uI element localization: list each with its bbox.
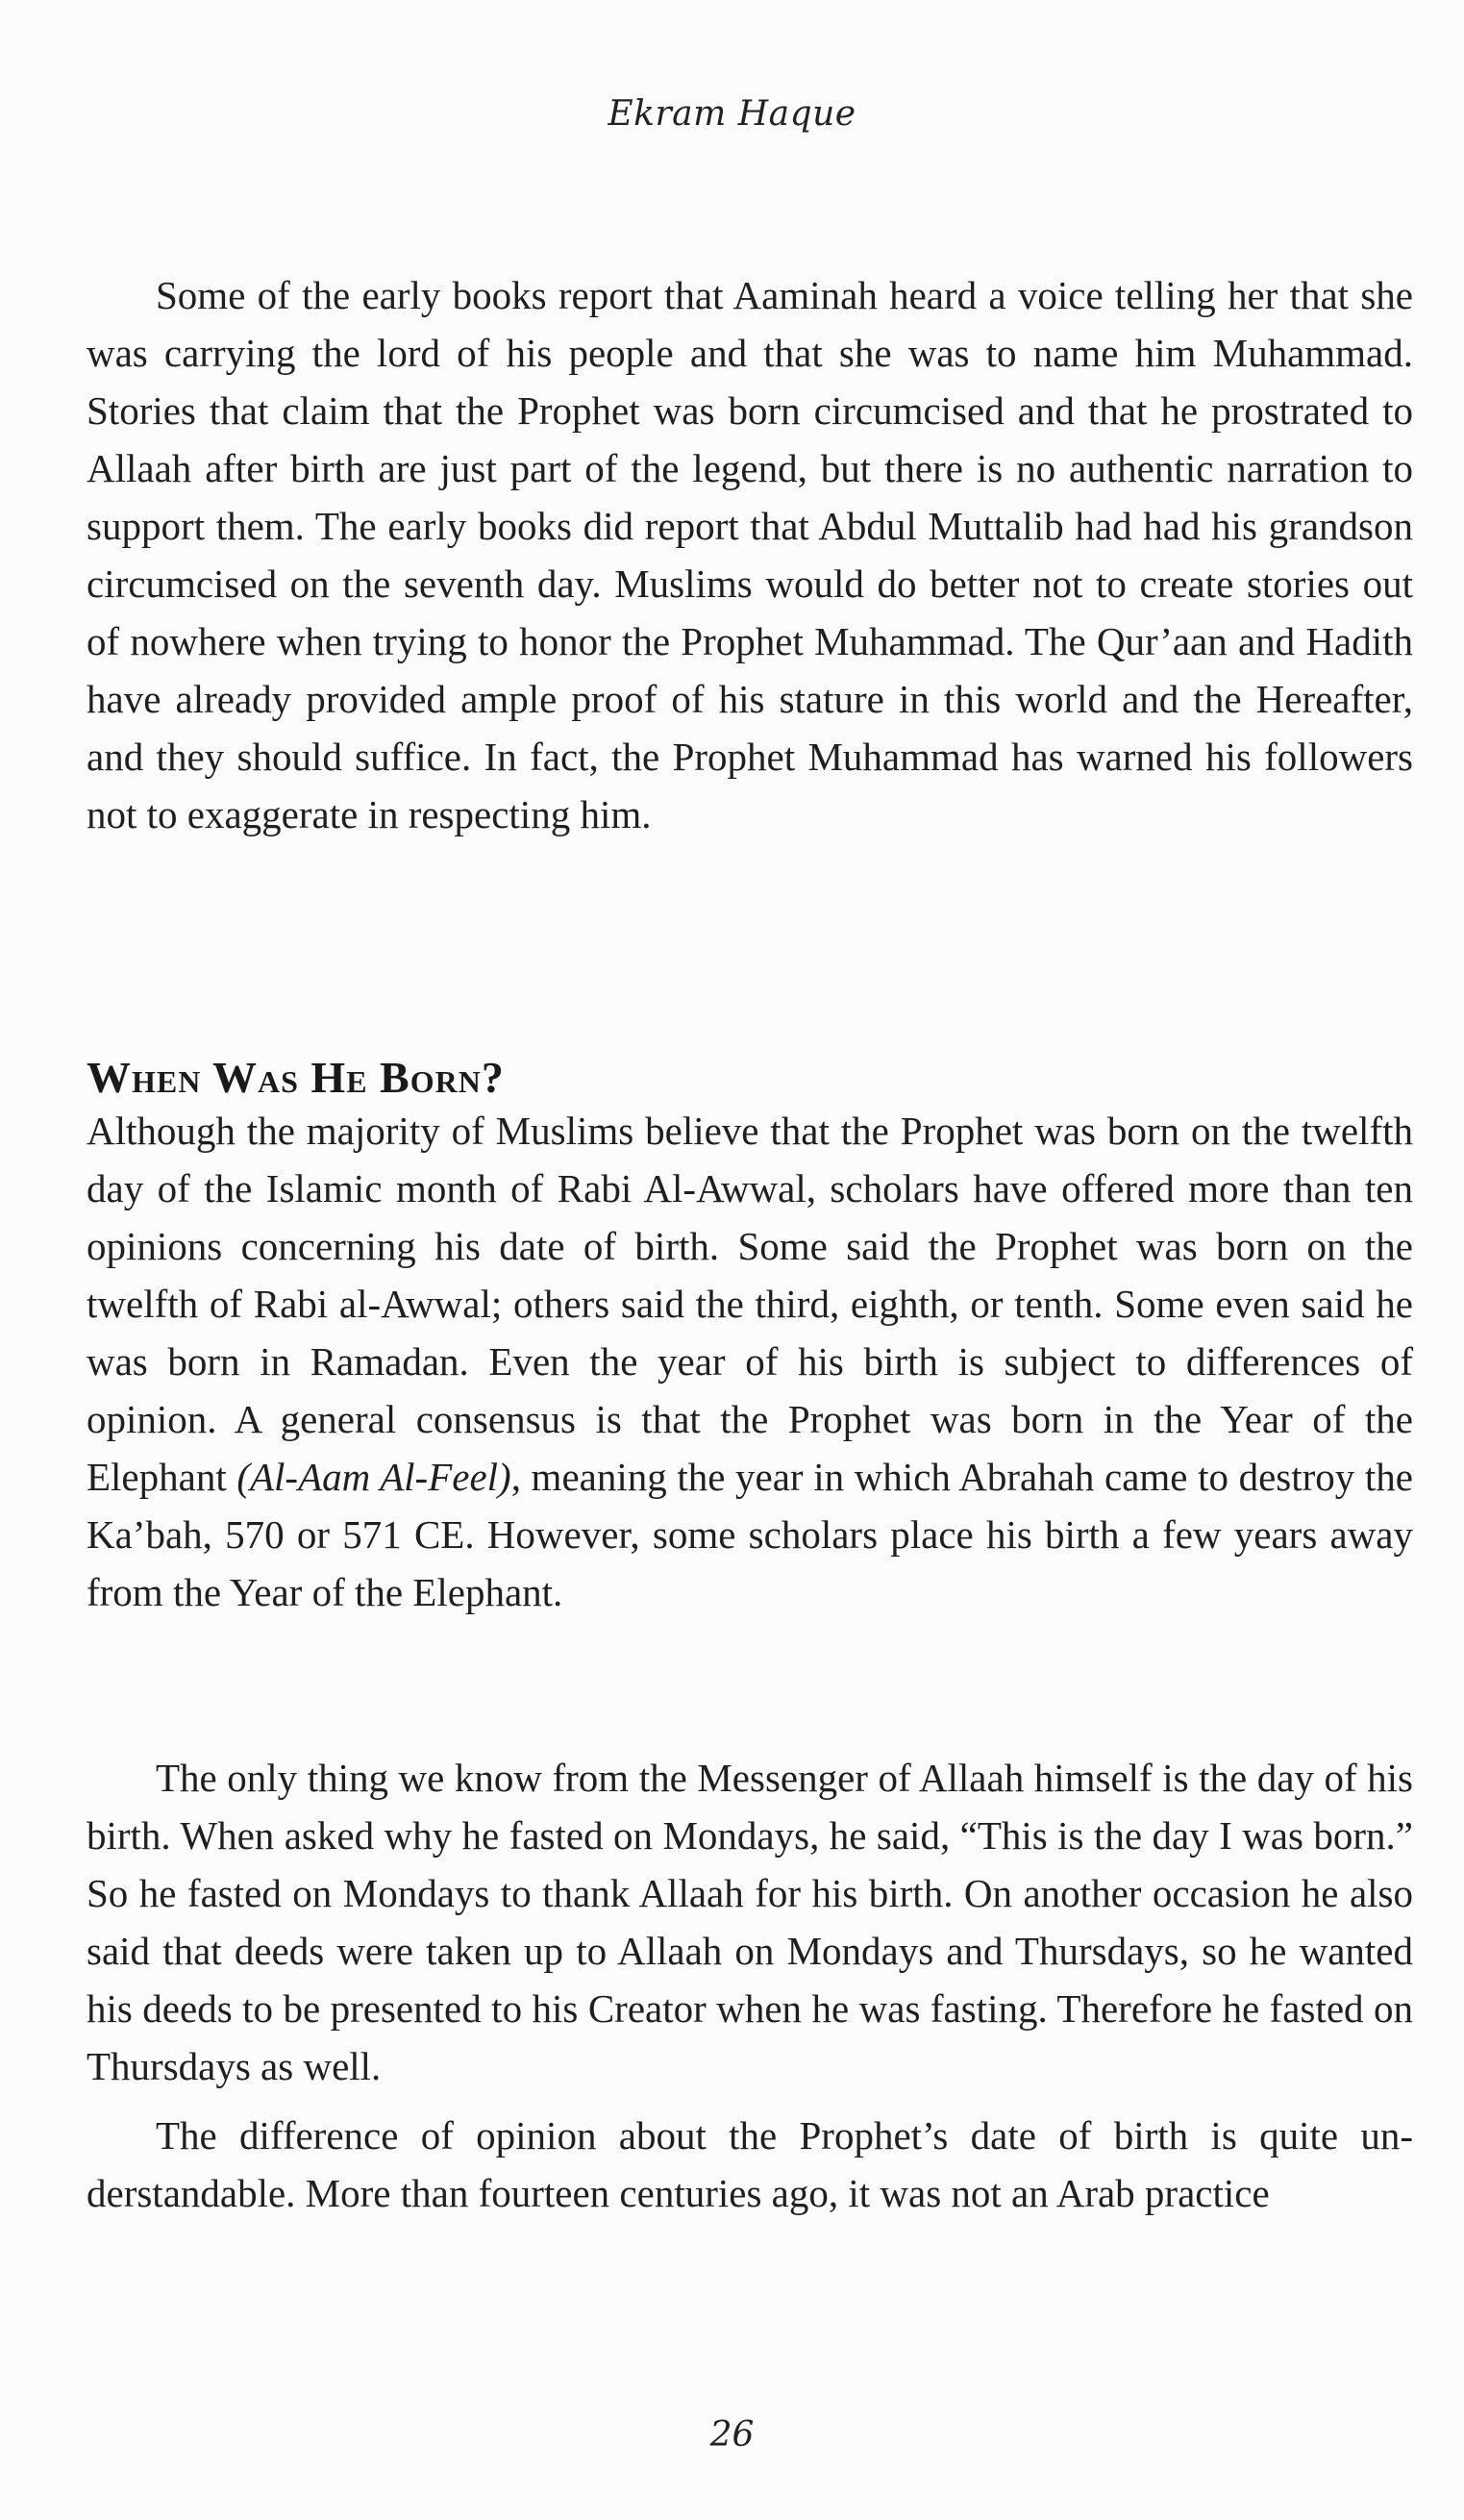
section-heading: When Was He Born? bbox=[87, 1053, 505, 1102]
page-number: 26 bbox=[709, 2415, 755, 2455]
running-head-author: Ekram Haque bbox=[608, 94, 856, 134]
paragraph-difference: The difference of opinion about the Prophet’s date of birth is quite understandable. More than fourteen centuries ago, it was not an Arab practice bbox=[87, 2113, 1413, 2215]
body-text-block bbox=[87, 266, 1413, 843]
body-text-block bbox=[87, 1102, 1413, 1621]
year-of-elephant-term: (Al-Aam Al-Feel) bbox=[236, 1455, 511, 1499]
paragraph-birth-date bbox=[87, 1102, 1413, 1621]
body-text-block bbox=[87, 1749, 1413, 2095]
paragraph-birth-date-part2: , meaning the year in which Abrahah came to destroy the Ka’bah, 570 or 571 CE. However, some scholars place his birth a few years away from the Year of the Elephant. bbox=[87, 1455, 1413, 1614]
paragraph-aaminah: Some of the early books report that Aaminah heard a voice telling her that she was carrying the lord of his people and that she was to name him Muhammad. Stories that claim that the Prophet was born circumcised and that he prostrated to Allaah after birth are just part of the legend, but there is no authentic narration to support them. The early books did report that Abdul Muttalib had had his grandson circumcised on the seventh day. Muslims would do better not to create stories out of nowhere when trying to honor the Prophet Muhammad. The Qur’aan and Hadith have already provided ample proof of his stature in this world and the Hereafter, and they should suffice. In fact, the Prophet Muhammad has warned his followers not to exaggerate in respecting him. bbox=[87, 273, 1413, 836]
body-text-block bbox=[87, 2107, 1413, 2222]
paragraph-birth-date-part1: Although the majority of Muslims believe that the Prophet was born on the twelfth day of the Islamic month of Rabi Al-Awwal, scholars have offered more than ten opinions concerning his date of birth. Some said the Prophet was born on the twelfth of Rabi al-Awwal; others said the third, eighth, or tenth. Some even said he was born in Ramadan. Even the year of his birth is subject to differences of opinion. A general consensus is that the Prophet was born in the Year of the Elephant bbox=[87, 1109, 1413, 1499]
paragraph-mondays: The only thing we know from the Messenger of Allaah himself is the day of his birth. When asked why he fasted on Mondays, he said, “This is the day I was born.” So he fasted on Mondays to thank Allaah for his birth. On another occasion he also said that deeds were taken up to Allaah on Mondays and Thursdays, so he wanted his deeds to be presented to his Creator when he was fasting. Therefore he fasted on Thursdays as well. bbox=[87, 1756, 1413, 2088]
